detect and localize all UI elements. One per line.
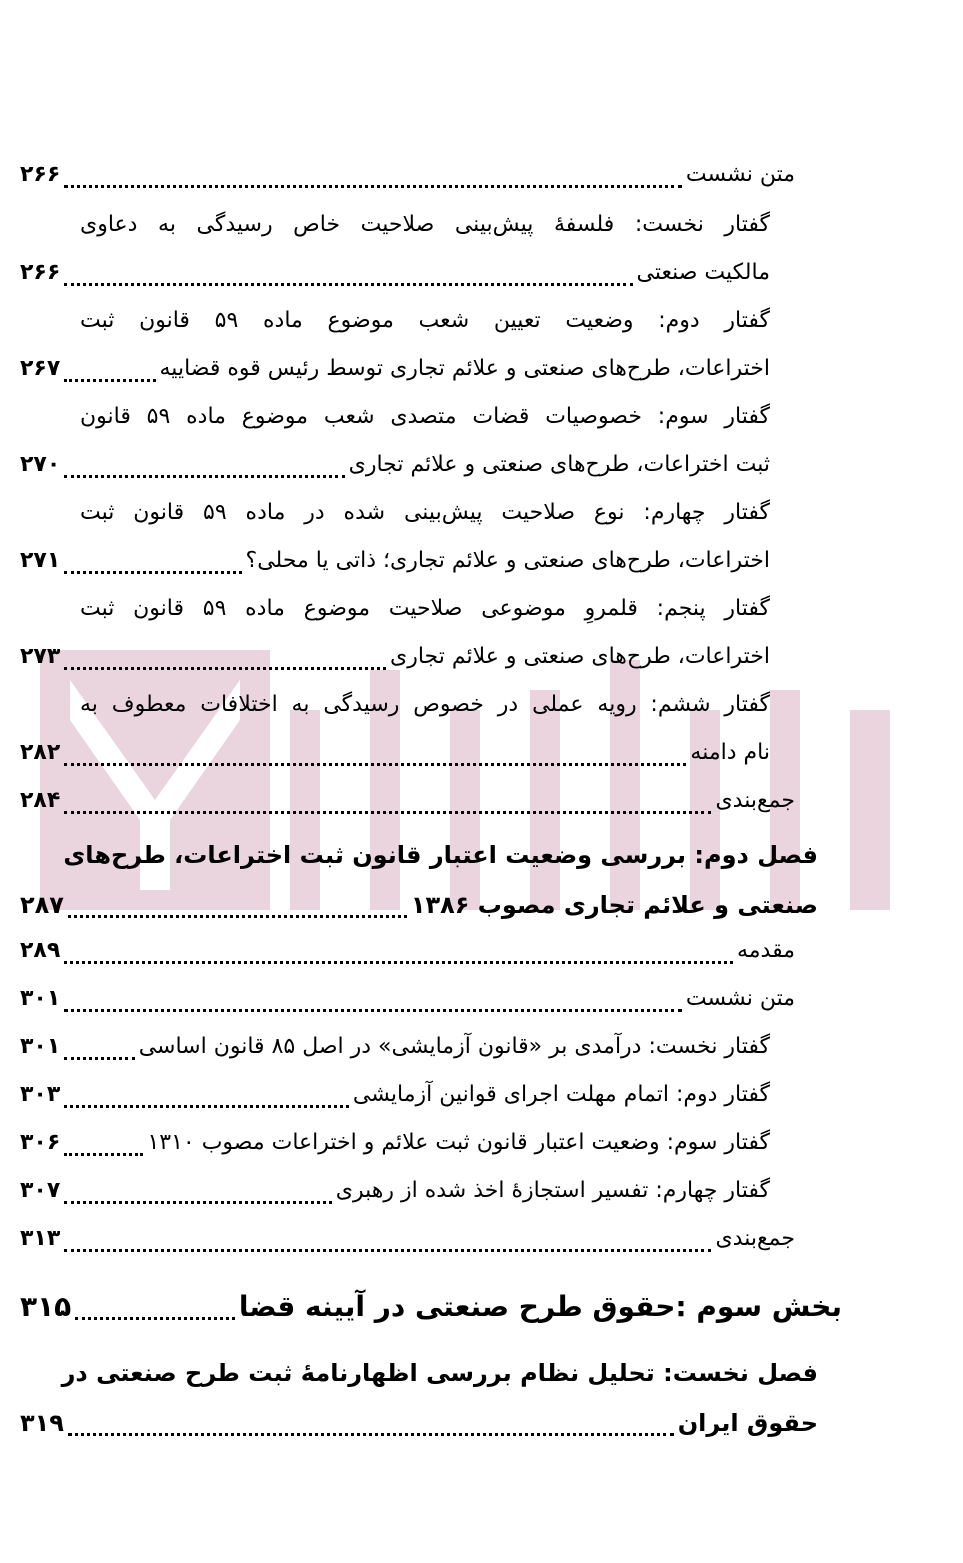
leader-dots xyxy=(64,283,632,286)
entry-title: نام دامنه xyxy=(690,740,770,765)
chapter-heading-line: فصل دوم: بررسی وضعیت اعتبار قانون ثبت اختراعات، طرح‌های xyxy=(63,841,818,869)
leader-dots xyxy=(64,763,686,766)
page-number: ۳۰۱ xyxy=(20,986,61,1011)
leader-dots xyxy=(64,1201,331,1204)
leader-dots xyxy=(64,1105,349,1108)
entry-title: مالکیت صنعتی xyxy=(636,260,770,285)
toc-entry[interactable] xyxy=(20,150,795,200)
chapter-entry[interactable] xyxy=(20,880,818,930)
toc-entry[interactable] xyxy=(20,1022,770,1072)
leader-dots xyxy=(64,185,682,188)
toc-entry[interactable] xyxy=(20,974,795,1024)
leader-dots xyxy=(64,379,155,382)
leader-dots xyxy=(64,1249,711,1252)
leader-dots xyxy=(68,1433,674,1436)
entry-title: ثبت اختراعات، طرح‌های صنعتی و علائم تجاری xyxy=(348,452,770,477)
leader-dots xyxy=(64,475,344,478)
chapter-entry[interactable] xyxy=(20,1398,818,1448)
page-number: ۳۱۵ xyxy=(20,1290,72,1323)
leader-dots xyxy=(64,667,386,670)
toc-entry[interactable] xyxy=(20,632,770,682)
toc-entry[interactable] xyxy=(20,776,795,826)
toc-entry[interactable] xyxy=(20,1214,795,1264)
page-number: ۳۱۳ xyxy=(20,1226,61,1251)
page-number: ۲۶۶ xyxy=(20,162,61,187)
toc-entry[interactable] xyxy=(20,1070,770,1120)
toc-entry[interactable] xyxy=(20,344,770,394)
leader-dots xyxy=(64,811,711,814)
page-number: ۲۶۶ xyxy=(20,260,61,285)
page-number: ۲۸۷ xyxy=(20,891,64,919)
entry-title: گفتار چهارم: تفسیر استجازۀ اخذ شده از رهبری xyxy=(335,1178,770,1203)
page-number: ۲۸۴ xyxy=(20,788,61,813)
leader-dots xyxy=(64,1057,134,1060)
entry-title: جمع‌بندی xyxy=(715,1226,795,1251)
entry-title: گفتار سوم: وضعیت اعتبار قانون ثبت علائم و اختراعات مصوب ۱۳۱۰ xyxy=(147,1130,770,1155)
entry-title: جمع‌بندی xyxy=(715,788,795,813)
toc-entry[interactable] xyxy=(20,926,795,976)
page-number: ۳۰۷ xyxy=(20,1178,61,1203)
entry-title: صنعتی و علائم تجاری مصوب ۱۳۸۶ xyxy=(410,891,818,919)
entry-title: بخش سوم :حقوق طرح صنعتی در آیینه قضا xyxy=(238,1290,842,1323)
page-number: ۳۱۹ xyxy=(20,1409,64,1437)
leader-dots xyxy=(64,1009,682,1012)
entry-title: اختراعات، طرح‌های صنعتی و علائم تجاری xyxy=(389,644,770,669)
page-number: ۲۷۰ xyxy=(20,452,61,477)
leader-dots xyxy=(75,1317,235,1320)
toc-entry-line: گفتار نخست: فلسفۀ پیش‌بینی صلاحیت خاص رسیدگی به دعاوی xyxy=(80,212,770,237)
part-entry[interactable] xyxy=(20,1282,842,1332)
leader-dots xyxy=(64,571,241,574)
entry-title: گفتار دوم: اتمام مهلت اجرای قوانین آزمایشی xyxy=(352,1082,770,1107)
toc-entry[interactable] xyxy=(20,1166,770,1216)
toc-entry[interactable] xyxy=(20,728,770,778)
page-number: ۳۰۶ xyxy=(20,1130,61,1155)
entry-title: گفتار نخست: درآمدی بر «قانون آزمایشی» در اصل ۸۵ قانون اساسی xyxy=(138,1034,770,1059)
toc-entry[interactable] xyxy=(20,248,770,298)
toc-entry-line: گفتار سوم: خصوصیات قضات متصدی شعب موضوع ماده ۵۹ قانون xyxy=(80,404,770,429)
page-number: ۲۷۱ xyxy=(20,548,61,573)
entry-title: متن نشست xyxy=(685,986,795,1011)
entry-title: اختراعات، طرح‌های صنعتی و علائم تجاری؛ ذاتی یا محلی؟ xyxy=(245,548,770,573)
leader-dots xyxy=(64,1153,143,1156)
page-number: ۲۷۳ xyxy=(20,644,61,669)
toc-entry[interactable] xyxy=(20,536,770,586)
entry-title: حقوق ایران xyxy=(677,1409,818,1437)
page-number: ۲۸۲ xyxy=(20,740,61,765)
toc-entry-line: گفتار ششم: رویه عملی در خصوص رسیدگی به اختلافات معطوف به xyxy=(80,692,770,717)
page-number: ۳۰۱ xyxy=(20,1034,61,1059)
toc-entry-line: گفتار دوم: وضعیت تعیین شعب موضوع ماده ۵۹ قانون ثبت xyxy=(80,308,770,333)
chapter-heading-line: فصل نخست: تحلیل نظام بررسی اظهارنامۀ ثبت طرح صنعتی در xyxy=(61,1359,818,1387)
page-number: ۲۸۹ xyxy=(20,938,61,963)
toc-entry-line: گفتار پنجم: قلمروِ موضوعی صلاحیت موضوع ماده ۵۹ قانون ثبت xyxy=(80,596,770,621)
entry-title: متن نشست xyxy=(685,162,795,187)
page-number: ۲۶۷ xyxy=(20,356,61,381)
entry-title: اختراعات، طرح‌های صنعتی و علائم تجاری توسط رئیس قوه قضاییه xyxy=(159,356,770,381)
entry-title: مقدمه xyxy=(736,938,795,963)
leader-dots xyxy=(64,961,733,964)
leader-dots xyxy=(68,915,407,918)
page-number: ۳۰۳ xyxy=(20,1082,61,1107)
toc-entry-line: گفتار چهارم: نوع صلاحیت پیش‌بینی شده در ماده ۵۹ قانون ثبت xyxy=(80,500,770,525)
toc-entry[interactable] xyxy=(20,440,770,490)
toc-entry[interactable] xyxy=(20,1118,770,1168)
